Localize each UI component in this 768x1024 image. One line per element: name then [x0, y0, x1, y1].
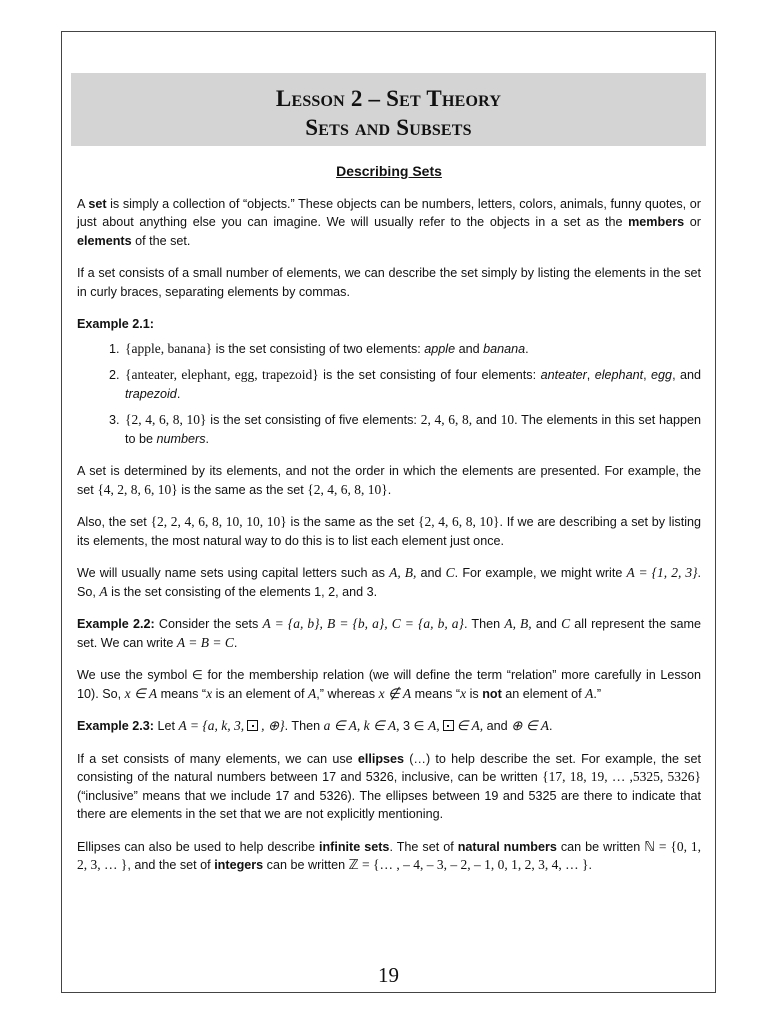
paragraph-listing: If a set consists of a small number of elements, we can describe the set simply by listing the elements in the set in curly braces, separating elements by commas. [77, 266, 701, 299]
list-item: 1. {apple, banana} is the set consisting of two elements: apple and banana. [123, 340, 701, 359]
boxed-dot-symbol-icon [443, 720, 454, 731]
list-item: 2. {anteater, elephant, egg, trapezoid} is the set consisting of four elements: anteater, elephant, egg, and trapezoid. [123, 366, 701, 403]
example-2-1-list [77, 340, 701, 449]
title-banner [71, 73, 706, 146]
page-frame [61, 31, 716, 993]
paragraph-set-definition: A set is simply a collection of “objects.” These objects can be numbers, letters, colors, animals, funny quotes, or just about anything else you can imagine. We will usually refer to the objects in a set as the members or elements of the set. [77, 196, 701, 248]
lesson-subtitle: Sets and Subsets [305, 115, 472, 140]
content [77, 162, 701, 889]
section-heading: Describing Sets [336, 163, 442, 179]
paragraph-duplicates: Also, the set {2, 2, 4, 6, 8, 10, 10, 10} is the same as the set {2, 4, 6, 8, 10}. If we are describing a set by listing its elements, the most natural way to do this is to list each element just once. [77, 514, 701, 548]
example-2-3: Example 2.3: Let A = {a, k, 3, , ⊕}. Then a ∈ A, k ∈ A, 3 ∈ A, ∈ A, and ⊕ ∈ A. [77, 718, 553, 733]
example-2-2: Example 2.2: Consider the sets A = {a, b}, B = {b, a}, C = {a, b, a}. Then A, B, and C all represent the same set. We can write A = B = C. [77, 616, 702, 650]
list-item: 3. {2, 4, 6, 8, 10} is the set consisting of five elements: 2, 4, 6, 8, and 10. The elements in this set happen to be numbers. [123, 411, 701, 448]
page-number: 19 [378, 963, 399, 987]
boxed-dot-symbol-icon [247, 720, 258, 731]
paragraph-ellipses: If a set consists of many elements, we can use ellipses (…) to help describe the set. For example, the set consisting of the natural numbers between 17 and 5326, inclusive, can be written {17, 18, 19, … ,5325, 5326} (“inclusive” means that we include 17 and 5326). The ellipses between 19 and 5325 are there to indicate that there are elements in the set that we are not explicitly mentioning. [77, 751, 701, 821]
example-2-1-label: Example 2.1: [77, 317, 155, 331]
paragraph-order: A set is determined by its elements, and not the order in which the elements are presented. For example, the set {4, 2, 8, 6, 10} is the same as the set {2, 4, 6, 8, 10}. [77, 464, 701, 497]
paragraph-naming: We will usually name sets using capital letters such as A, B, and C. For example, we might write A = {1, 2, 3}. So, A is the set consisting of the elements 1, 2, and 3. [77, 565, 701, 599]
paragraph-infinite-sets: Ellipses can also be used to help describe infinite sets. The set of natural numbers can be written ℕ = {0, 1, 2, 3, … }, and the set of integers can be written ℤ = {… , – 4, – 3, – 2, – 1, 0, 1, 2, 3, 4, … }. [77, 838, 702, 872]
paragraph-membership: We use the symbol ∈ for the membership relation (we will define the term “relation” more carefully in Lesson 10). So, x ∈ A means “x is an element of A,” whereas x ∉ A means “x is not an element of A.” [77, 668, 701, 701]
lesson-title: Lesson 2 – Set Theory [275, 86, 502, 111]
